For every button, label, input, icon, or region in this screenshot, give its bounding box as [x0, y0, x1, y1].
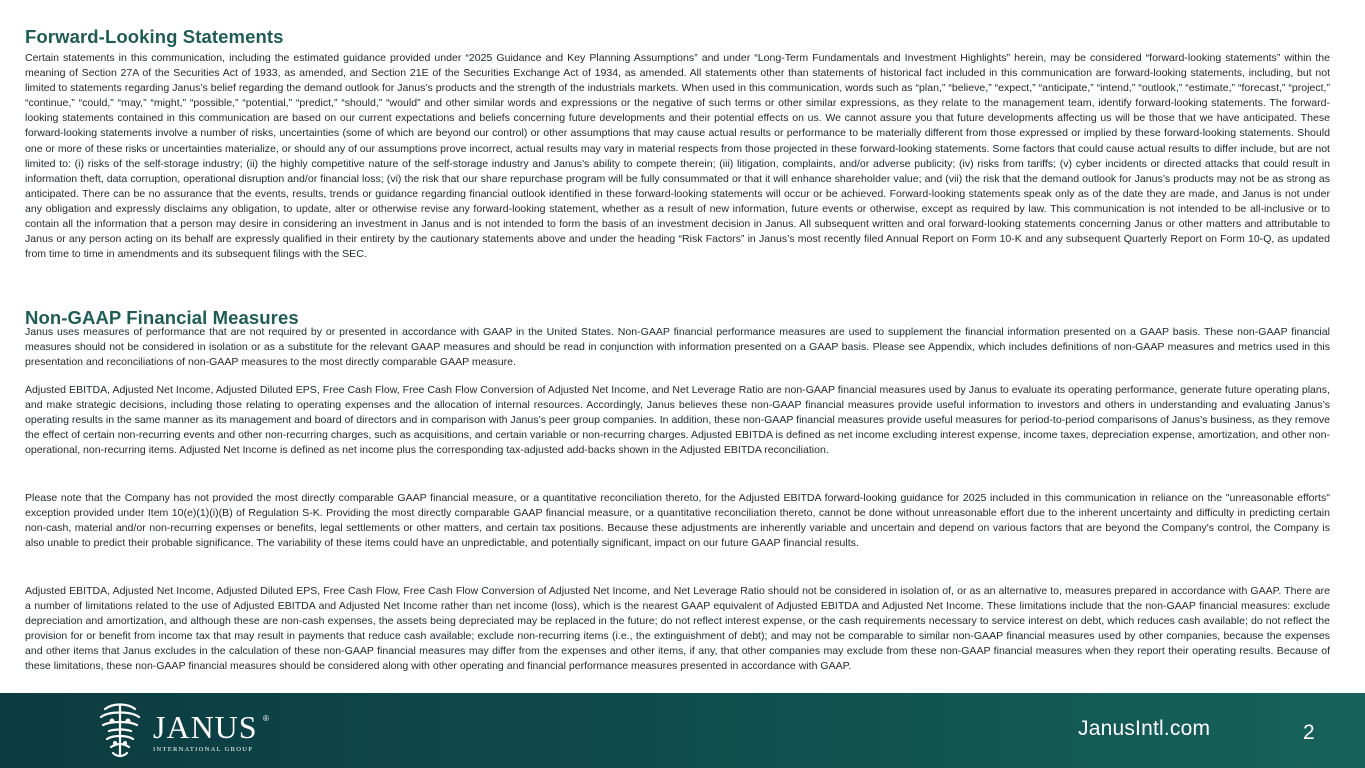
non-gaap-paragraph: Please note that the Company has not provided the most directly comparable GAAP financial measure, or a quantitative reconciliation thereto, for the Adjusted EBITDA forward-looking guidance for 2025 included in this communication in reliance on the "unreasonable efforts" exception provided under Item 10(e)(1)(i)(B) of Regulation S-K. Providing the most directly comparable GAAP financial measure, or a quantitative reconciliation thereto, cannot be done without unreasonable effort due to the inherent uncertainty and difficulty in predicting certain non-cash, material and/or non-recurring expenses or benefits, legal settlements or other matters, and certain tax positions. Because these adjustments are inherently variable and uncertain and depend on various factors that are beyond the Company's control, the Company is also unable to predict their probable significance. The variability of these items could have an unpredictable, and potentially significant, impact on our future GAAP financial results.: [25, 492, 1330, 550]
logo-subtitle: INTERNATIONAL GROUP: [153, 746, 254, 753]
janus-logo: [95, 701, 275, 759]
forward-looking-title: Forward-Looking Statements: [25, 26, 284, 47]
page-number: 2: [1303, 721, 1315, 744]
janus-emblem-icon: [95, 701, 145, 759]
non-gaap-paragraph: Adjusted EBITDA, Adjusted Net Income, Adjusted Diluted EPS, Free Cash Flow, Free Cash Flow Conversion of Adjusted Net Income, and Net Leverage Ratio are non-GAAP financial measures used by Janus to evaluate its operating performance, generate future operating plans, and make strategic decisions, including those relating to operating expenses and the allocation of internal resources. Accordingly, Janus believes these non-GAAP financial measures provide useful information to investors and others in understanding and evaluating Janus’s operating results in the same manner as its management and board of directors and in comparison with Janus’s peer group companies. In addition, these non-GAAP financial measures provide useful measures for period-to-period comparisons of Janus’s business, as they remove the effect of certain non-recurring events and other non-recurring charges, such as acquisitions, and certain variable or non-recurring charges. Adjusted EBITDA is defined as net income excluding interest expense, income taxes, depreciation expense, amortization, and other non-operational, non-recurring items. Adjusted Net Income is defined as net income plus the corresponding tax-adjusted add-backs shown in the Adjusted EBITDA reconciliation.: [25, 384, 1331, 457]
non-gaap-paragraph: Adjusted EBITDA, Adjusted Net Income, Adjusted Diluted EPS, Free Cash Flow, Free Cash Flow Conversion of Adjusted Net Income, and Net Leverage Ratio should not be considered in isolation of, or as an alternative to, measures prepared in accordance with GAAP. There are a number of limitations related to the use of Adjusted EBITDA and Adjusted Net Income rather than net income (loss), which is the nearest GAAP equivalent of Adjusted EBITDA and Adjusted Net Income. These limitations include that the non-GAAP financial measures: exclude depreciation and amortization, and although these are non-cash expenses, the assets being depreciated may be replaced in the future; do not reflect interest expense, or the cash requirements necessary to service interest on debt, which reduces cash available; do not reflect the provision for or benefit from income tax that may result in payments that reduce cash available; exclude non-recurring items (i.e., the extinguishment of debt); and may not be comparable to similar non-GAAP financial measures used by other companies, because the expenses and other items that Janus excludes in the calculation of these non-GAAP financial measures may differ from the expenses and other items, if any, that other companies may exclude from these non-GAAP financial measures when they report their operating results. Because of these limitations, these non-GAAP financial measures should be considered along with other operating and financial performance measures presented in accordance with GAAP.: [25, 585, 1330, 673]
forward-looking-body: Certain statements in this communication, including the estimated guidance provided under “2025 Guidance and Key Planning Assumptions” and under “Long-Term Fundamentals and Investment Highlights” herein, may be considered “forward-looking statements” within the meaning of Section 27A of the Securities Act of 1933, as amended, and Section 21E of the Securities Exchange Act of 1934, as amended. All statements other than statements of historical fact included in this communication are forward-looking statements, including, but not limited to statements regarding Janus’s belief regarding the demand outlook for Janus’s products and the strength of the industrials markets. When used in this communication, words such as “plan,” “believe,” “expect,” “anticipate,” “intend,” “outlook,” “estimate,” “forecast,” “project,” “continue,” “could,” “may,” “might,” “possible,” “potential,” “predict,” “should,” “would” and other similar words and expressions or the negative of such terms or other similar expressions, as they relate to the management team, identify forward-looking statements. The forward-looking statements contained in this communication are based on our current expectations and beliefs concerning future developments and their potential effects on us. We cannot assure you that future developments affecting us will be those that we have anticipated. These forward-looking statements involve a number of risks, uncertainties (some of which are beyond our control) or other assumptions that may cause actual results or performance to be materially different from those expressed or implied by these forward-looking statements. Should one or more of these risks or uncertainties materialize, or should any of our assumptions prove incorrect, actual results may vary in material respects from those projected in these forward-looking statements. Some factors that could cause actual results to differ include, but are not limited to: (i) risks of the self-storage industry; (ii) the highly competitive nature of the self-storage industry and Janus’s ability to compete therein; (iii) litigation, complaints, and/or adverse publicity; (iv) risks from tariffs; (v) cyber incidents or directed attacks that could result in information theft, data corruption, operational disruption and/or financial loss; (vi) the risk that our share repurchase program will be fully consummated or that it will enhance shareholder value; and (vii) the risk that the demand outlook for Janus’s products may not be as strong as anticipated. There can be no assurance that the events, results, trends or guidance regarding financial outlook identified in these forward-looking statements will occur or be achieved. Forward-looking statements speak only as of the date they are made, and Janus is not under any obligation and expressly disclaims any obligation, to update, alter or otherwise revise any forward-looking statement, whether as a result of new information, future events or otherwise, except as required by law. This communication is not intended to be all-inclusive or to contain all the information that a person may desire in considering an investment in Janus and is not intended to form the basis of an investment decision in Janus. All subsequent written and oral forward-looking statements concerning Janus or other matters and attributable to Janus or any person acting on its behalf are expressly qualified in their entirety by the cautionary statements above and under the heading “Risk Factors” in Janus’s most recently filed Annual Report on Form 10-K and any subsequent Quarterly Report on Form 10-Q, as updated from time to time in amendments and its subsequent filings with the SEC.: [25, 52, 1330, 261]
registered-mark: ®: [263, 714, 269, 723]
non-gaap-title: Non-GAAP Financial Measures: [25, 307, 299, 328]
footer-bar: [0, 693, 1365, 768]
logo-wordmark: JANUS: [153, 709, 258, 745]
non-gaap-paragraph: Janus uses measures of performance that are not required by or presented in accordance with GAAP in the United States. Non-GAAP financial performance measures are used to supplement the financial information presented on a GAAP basis. These non-GAAP financial measures should not be considered in isolation or as a substitute for the relevant GAAP measures and should be read in conjunction with information presented on a GAAP basis. Please see Appendix, which includes definitions of non-GAAP measures and metrics used in this presentation and reconciliations of non-GAAP measures to the most directly comparable GAAP measure.: [25, 326, 1330, 369]
website-text: JanusIntl.com: [1078, 717, 1211, 740]
